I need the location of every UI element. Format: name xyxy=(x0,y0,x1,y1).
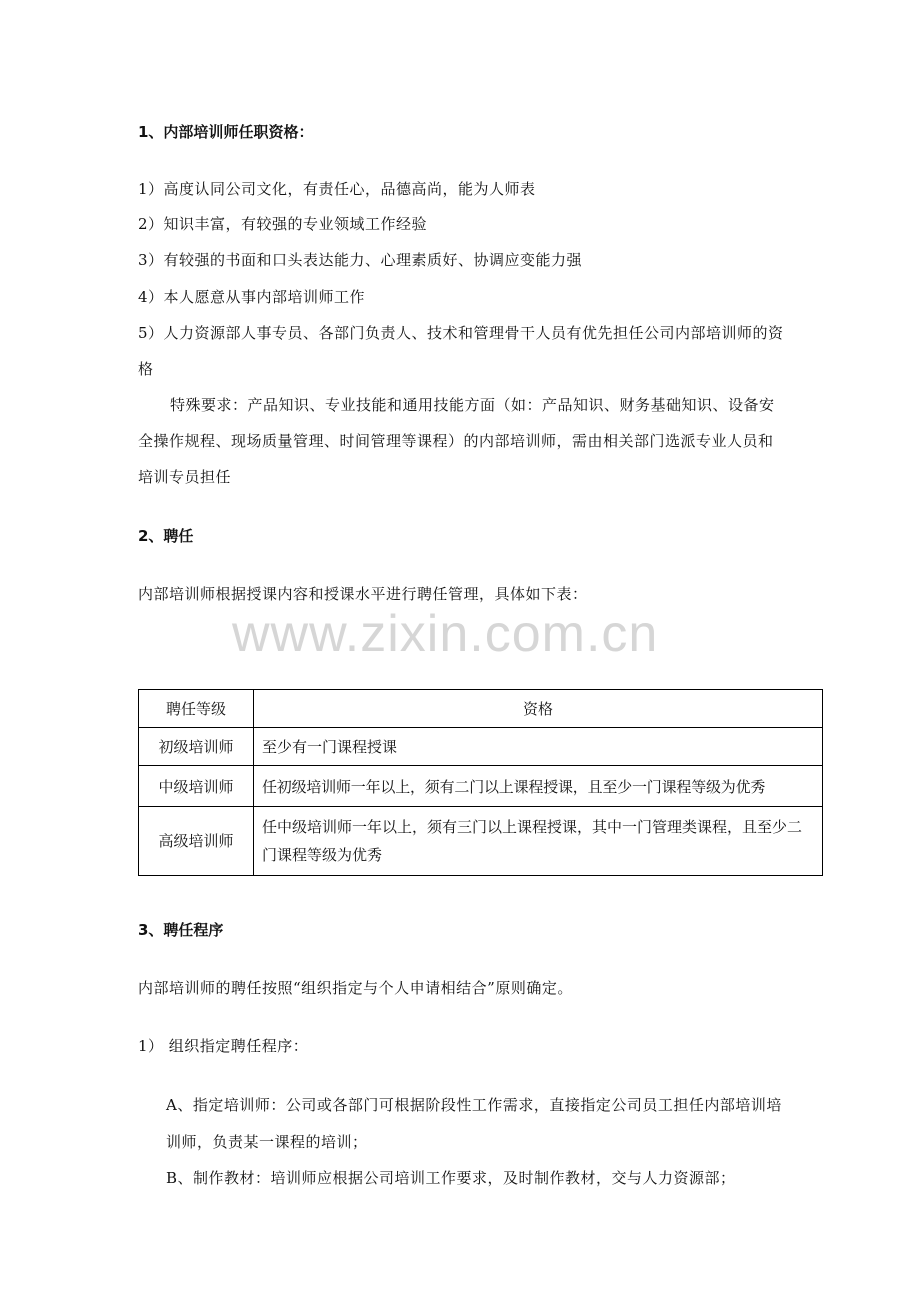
qualification-item-4: 4）本人愿意从事内部培训师工作 xyxy=(138,288,366,306)
qualification-item-5-cont: 格 xyxy=(138,360,154,378)
table-cell-level: 高级培训师 xyxy=(139,807,254,876)
section3-intro: 内部培训师的聘任按照“组织指定与个人申请相结合”原则确定。 xyxy=(138,979,573,997)
section3-heading: 3、聘任程序 xyxy=(138,921,224,939)
table-cell-level: 初级培训师 xyxy=(139,728,254,766)
watermark: www.zixin.com.cn xyxy=(232,605,659,663)
step-b: B、制作教材：培训师应根据公司培训工作要求，及时制作教材，交与人力资源部； xyxy=(166,1169,736,1187)
qualification-item-3: 3）有较强的书面和口头表达能力、心理素质好、协调应变能力强 xyxy=(138,251,583,269)
step-a-line-1: A、指定培训师：公司或各部门可根据阶段性工作需求，直接指定公司员工担任内部培训培 xyxy=(166,1096,782,1114)
section1-heading: 1、内部培训师任职资格： xyxy=(138,123,314,141)
special-requirement-line-1: 特殊要求：产品知识、专业技能和通用技能方面（如：产品知识、财务基础知识、设备安 xyxy=(170,396,775,414)
table-row xyxy=(139,766,823,807)
table-cell-level: 中级培训师 xyxy=(139,766,254,807)
table-cell-qualification: 至少有一门课程授课 xyxy=(254,728,823,766)
qualification-item-1: 1）高度认同公司文化，有责任心，品德高尚，能为人师表 xyxy=(138,180,536,198)
special-requirement-line-2: 全操作规程、现场质量管理、时间管理等课程）的内部培训师，需由相关部门选派专业人员和 xyxy=(138,432,774,450)
appointment-table xyxy=(138,689,823,876)
subsection-heading-1: 1） 组织指定聘任程序： xyxy=(138,1037,309,1055)
table-header-qualification: 资格 xyxy=(254,690,823,728)
table-header-level: 聘任等级 xyxy=(139,690,254,728)
qualification-item-5: 5）人力资源部人事专员、各部门负责人、技术和管理骨干人员有优先担任公司内部培训师的资 xyxy=(138,324,784,342)
table-cell-qualification: 任中级培训师一年以上，须有三门以上课程授课，其中一门管理类课程，且至少二门课程等级为优秀 xyxy=(254,807,823,876)
step-a-line-2: 训师，负责某一课程的培训； xyxy=(166,1133,368,1151)
section2-intro: 内部培训师根据授课内容和授课水平进行聘任管理，具体如下表： xyxy=(138,585,588,603)
table-row xyxy=(139,807,823,876)
table-row xyxy=(139,728,823,766)
special-requirement-line-3: 培训专员担任 xyxy=(138,468,232,486)
table-header-row xyxy=(139,690,823,728)
table-cell-qualification: 任初级培训师一年以上，须有二门以上课程授课，且至少一门课程等级为优秀 xyxy=(254,766,823,807)
qualification-item-2: 2）知识丰富，有较强的专业领域工作经验 xyxy=(138,215,428,233)
section2-heading: 2、聘任 xyxy=(138,527,194,545)
